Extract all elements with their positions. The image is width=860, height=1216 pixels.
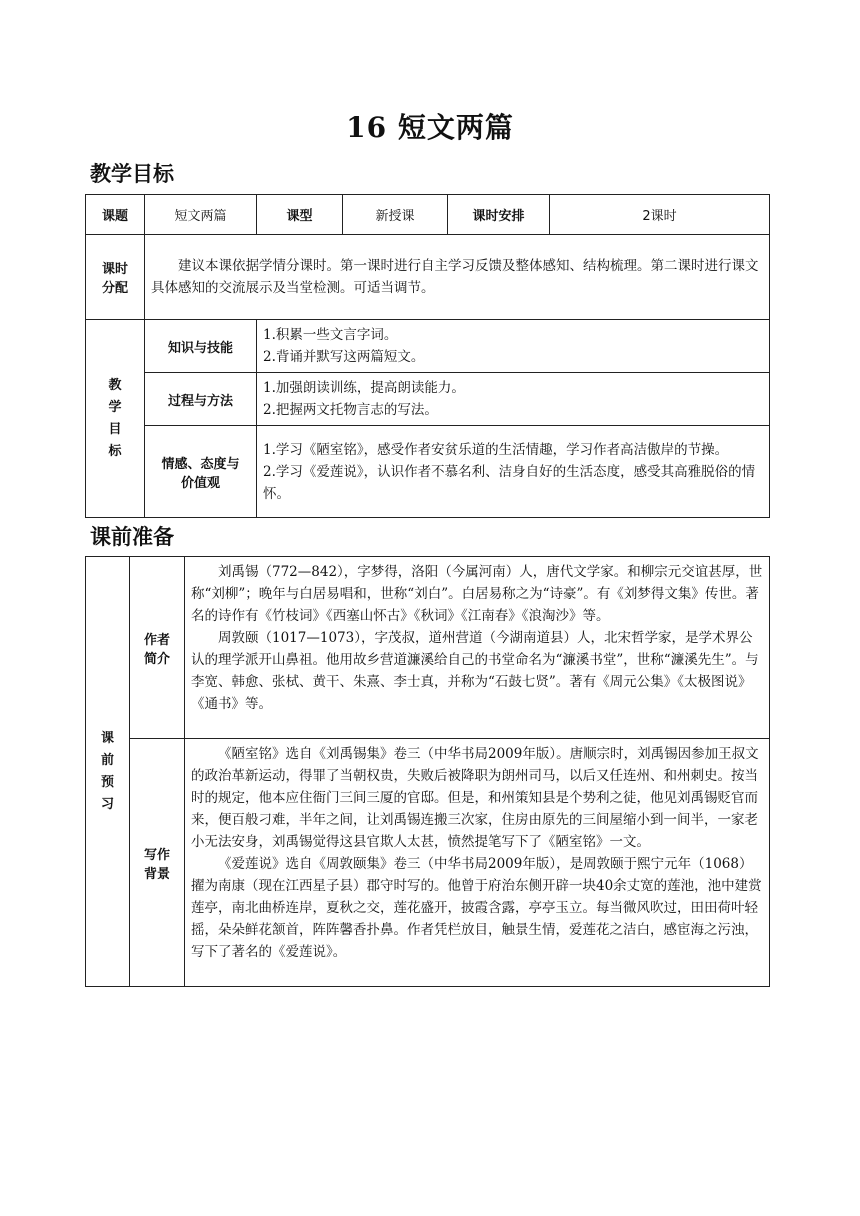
background-text bbox=[185, 739, 770, 987]
allocation-row bbox=[86, 235, 770, 320]
goal-items-process bbox=[257, 373, 770, 426]
background-label bbox=[130, 739, 185, 987]
goal-label-process: 过程与方法 bbox=[145, 373, 257, 426]
goal-label-emotion-line2: 价值观 bbox=[180, 475, 220, 491]
goal-item: 1.加强朗读训练，提高朗读能力。 bbox=[263, 380, 465, 396]
goal-item: 2.学习《爱莲说》，认识作者不慕名利、洁身自好的生活态度，感受其高雅脱俗的情怀。 bbox=[263, 463, 756, 502]
allocation-label-line1: 课时 bbox=[101, 262, 128, 277]
author-paragraph: 周敦颐（1017—1073），字茂叔，道州营道（今湖南道县）人，北宋哲学家，是学术界公认的理学派开山鼻祖。他用故乡营道濂溪给自己的书堂命名为“濂溪书堂”，世称“濂溪先生”。与李宽、韩愈、张栻、黄干、朱熹、李士真，并称为“石鼓七贤”。著有《周元公集》《太极图说》《通书》等。 bbox=[191, 630, 759, 712]
page-title: 16 短文两篇 bbox=[346, 111, 514, 144]
background-label-line2: 背景 bbox=[143, 866, 170, 882]
author-label-line1: 作者 bbox=[143, 632, 170, 648]
goals-char: 教 bbox=[108, 377, 122, 393]
background-row bbox=[86, 739, 770, 987]
topic-value: 短文两篇 bbox=[145, 195, 257, 235]
section-heading-objectives: 教学目标 bbox=[90, 161, 174, 186]
author-text bbox=[185, 557, 770, 739]
goal-item: 1.学习《陋室铭》，感受作者安贫乐道的生活情趣，学习作者高洁傲岸的节操。 bbox=[263, 441, 729, 458]
type-label: 课型 bbox=[257, 195, 343, 235]
background-paragraph: 《爱莲说》选自《周敦颐集》卷三（中华书局2009年版），是周敦颐于熙宁元年（1068）擢为南康（现在江西星子县）郡守时写的。他曾于府治东侧开辟一块40余丈宽的莲池，池中建赏莲亭，南北曲桥连岸，夏秋之交，莲花盛开，披霞含露，亭亭玉立。每当微风吹过，田田荷叶轻摇，朵朵鲜花颔首，阵阵馨香扑鼻。作者凭栏放目，触景生情，爱莲花之洁白，感宦海之污浊，写下了著名的《爱莲说》。 bbox=[191, 856, 762, 960]
author-row bbox=[86, 557, 770, 739]
allocation-text: 建议本课依据学情分课时。第一课时进行自主学习反馈及整体感知、结构梳理。第二课时进行课文具体感知的交流展示及当堂检测。可适当调节。 bbox=[151, 258, 759, 296]
goals-side-label bbox=[86, 320, 145, 518]
goal-item: 2.背诵并默写这两篇短文。 bbox=[263, 349, 425, 365]
goal-item: 2.把握两文托物言志的写法。 bbox=[263, 402, 438, 418]
prep-char: 前 bbox=[100, 752, 114, 768]
type-value: 新授课 bbox=[343, 195, 448, 235]
goal-items-emotion bbox=[257, 426, 770, 518]
goals-char: 标 bbox=[108, 443, 122, 459]
schedule-label: 课时安排 bbox=[448, 195, 550, 235]
prep-char: 习 bbox=[100, 796, 114, 812]
goals-char: 目 bbox=[108, 421, 122, 437]
schedule-value: 2课时 bbox=[550, 195, 770, 235]
author-label-line2: 简介 bbox=[143, 651, 170, 667]
section-heading-prep: 课前准备 bbox=[90, 524, 174, 549]
allocation-cell bbox=[145, 235, 770, 320]
header-row bbox=[86, 195, 770, 235]
goal-items-knowledge bbox=[257, 320, 770, 373]
goal-label-emotion bbox=[145, 426, 257, 518]
goal-row bbox=[86, 426, 770, 518]
prep-char: 课 bbox=[100, 730, 114, 746]
goal-item: 1.积累一些文言字词。 bbox=[263, 327, 398, 343]
author-paragraph: 刘禹锡（772—842），字梦得，洛阳（今属河南）人，唐代文学家。和柳宗元交谊甚厚，世称“刘柳”；晚年与白居易唱和，世称“刘白”。白居易称之为“诗豪”。有《刘梦得文集》传世。著名的诗作有《竹枝词》《西塞山怀古》《秋词》《江南春》《浪淘沙》等。 bbox=[191, 564, 763, 624]
topic-label: 课题 bbox=[86, 195, 145, 235]
goal-row bbox=[86, 373, 770, 426]
prep-char: 预 bbox=[100, 774, 114, 790]
background-label-line1: 写作 bbox=[143, 847, 170, 863]
prep-side-label bbox=[86, 557, 130, 987]
objectives-table bbox=[85, 194, 770, 518]
goal-label-emotion-line1: 情感、态度与 bbox=[161, 456, 240, 472]
author-label bbox=[130, 557, 185, 739]
prep-table bbox=[85, 556, 770, 987]
allocation-label bbox=[86, 235, 145, 320]
goal-label-knowledge: 知识与技能 bbox=[145, 320, 257, 373]
background-paragraph: 《陋室铭》选自《刘禹锡集》卷三（中华书局2009年版）。唐顺宗时，刘禹锡因参加王叔文的政治革新运动，得罪了当朝权贵，失败后被降职为朗州司马，以后又任连州、和州刺史。按当时的规定，他本应住衙门三间三厦的官邸。但是，和州策知县是个势利之徒，他见刘禹锡贬官而来，便百般刁难，半年之间，让刘禹锡连搬三次家，住房由原先的三间屋缩小到一间半，一家老小无法安身，刘禹锡觉得这县官欺人太甚，愤然提笔写下了《陋室铭》一文。 bbox=[191, 746, 759, 850]
goals-char: 学 bbox=[108, 399, 122, 415]
goal-row bbox=[86, 320, 770, 373]
allocation-label-line2: 分配 bbox=[101, 281, 128, 296]
